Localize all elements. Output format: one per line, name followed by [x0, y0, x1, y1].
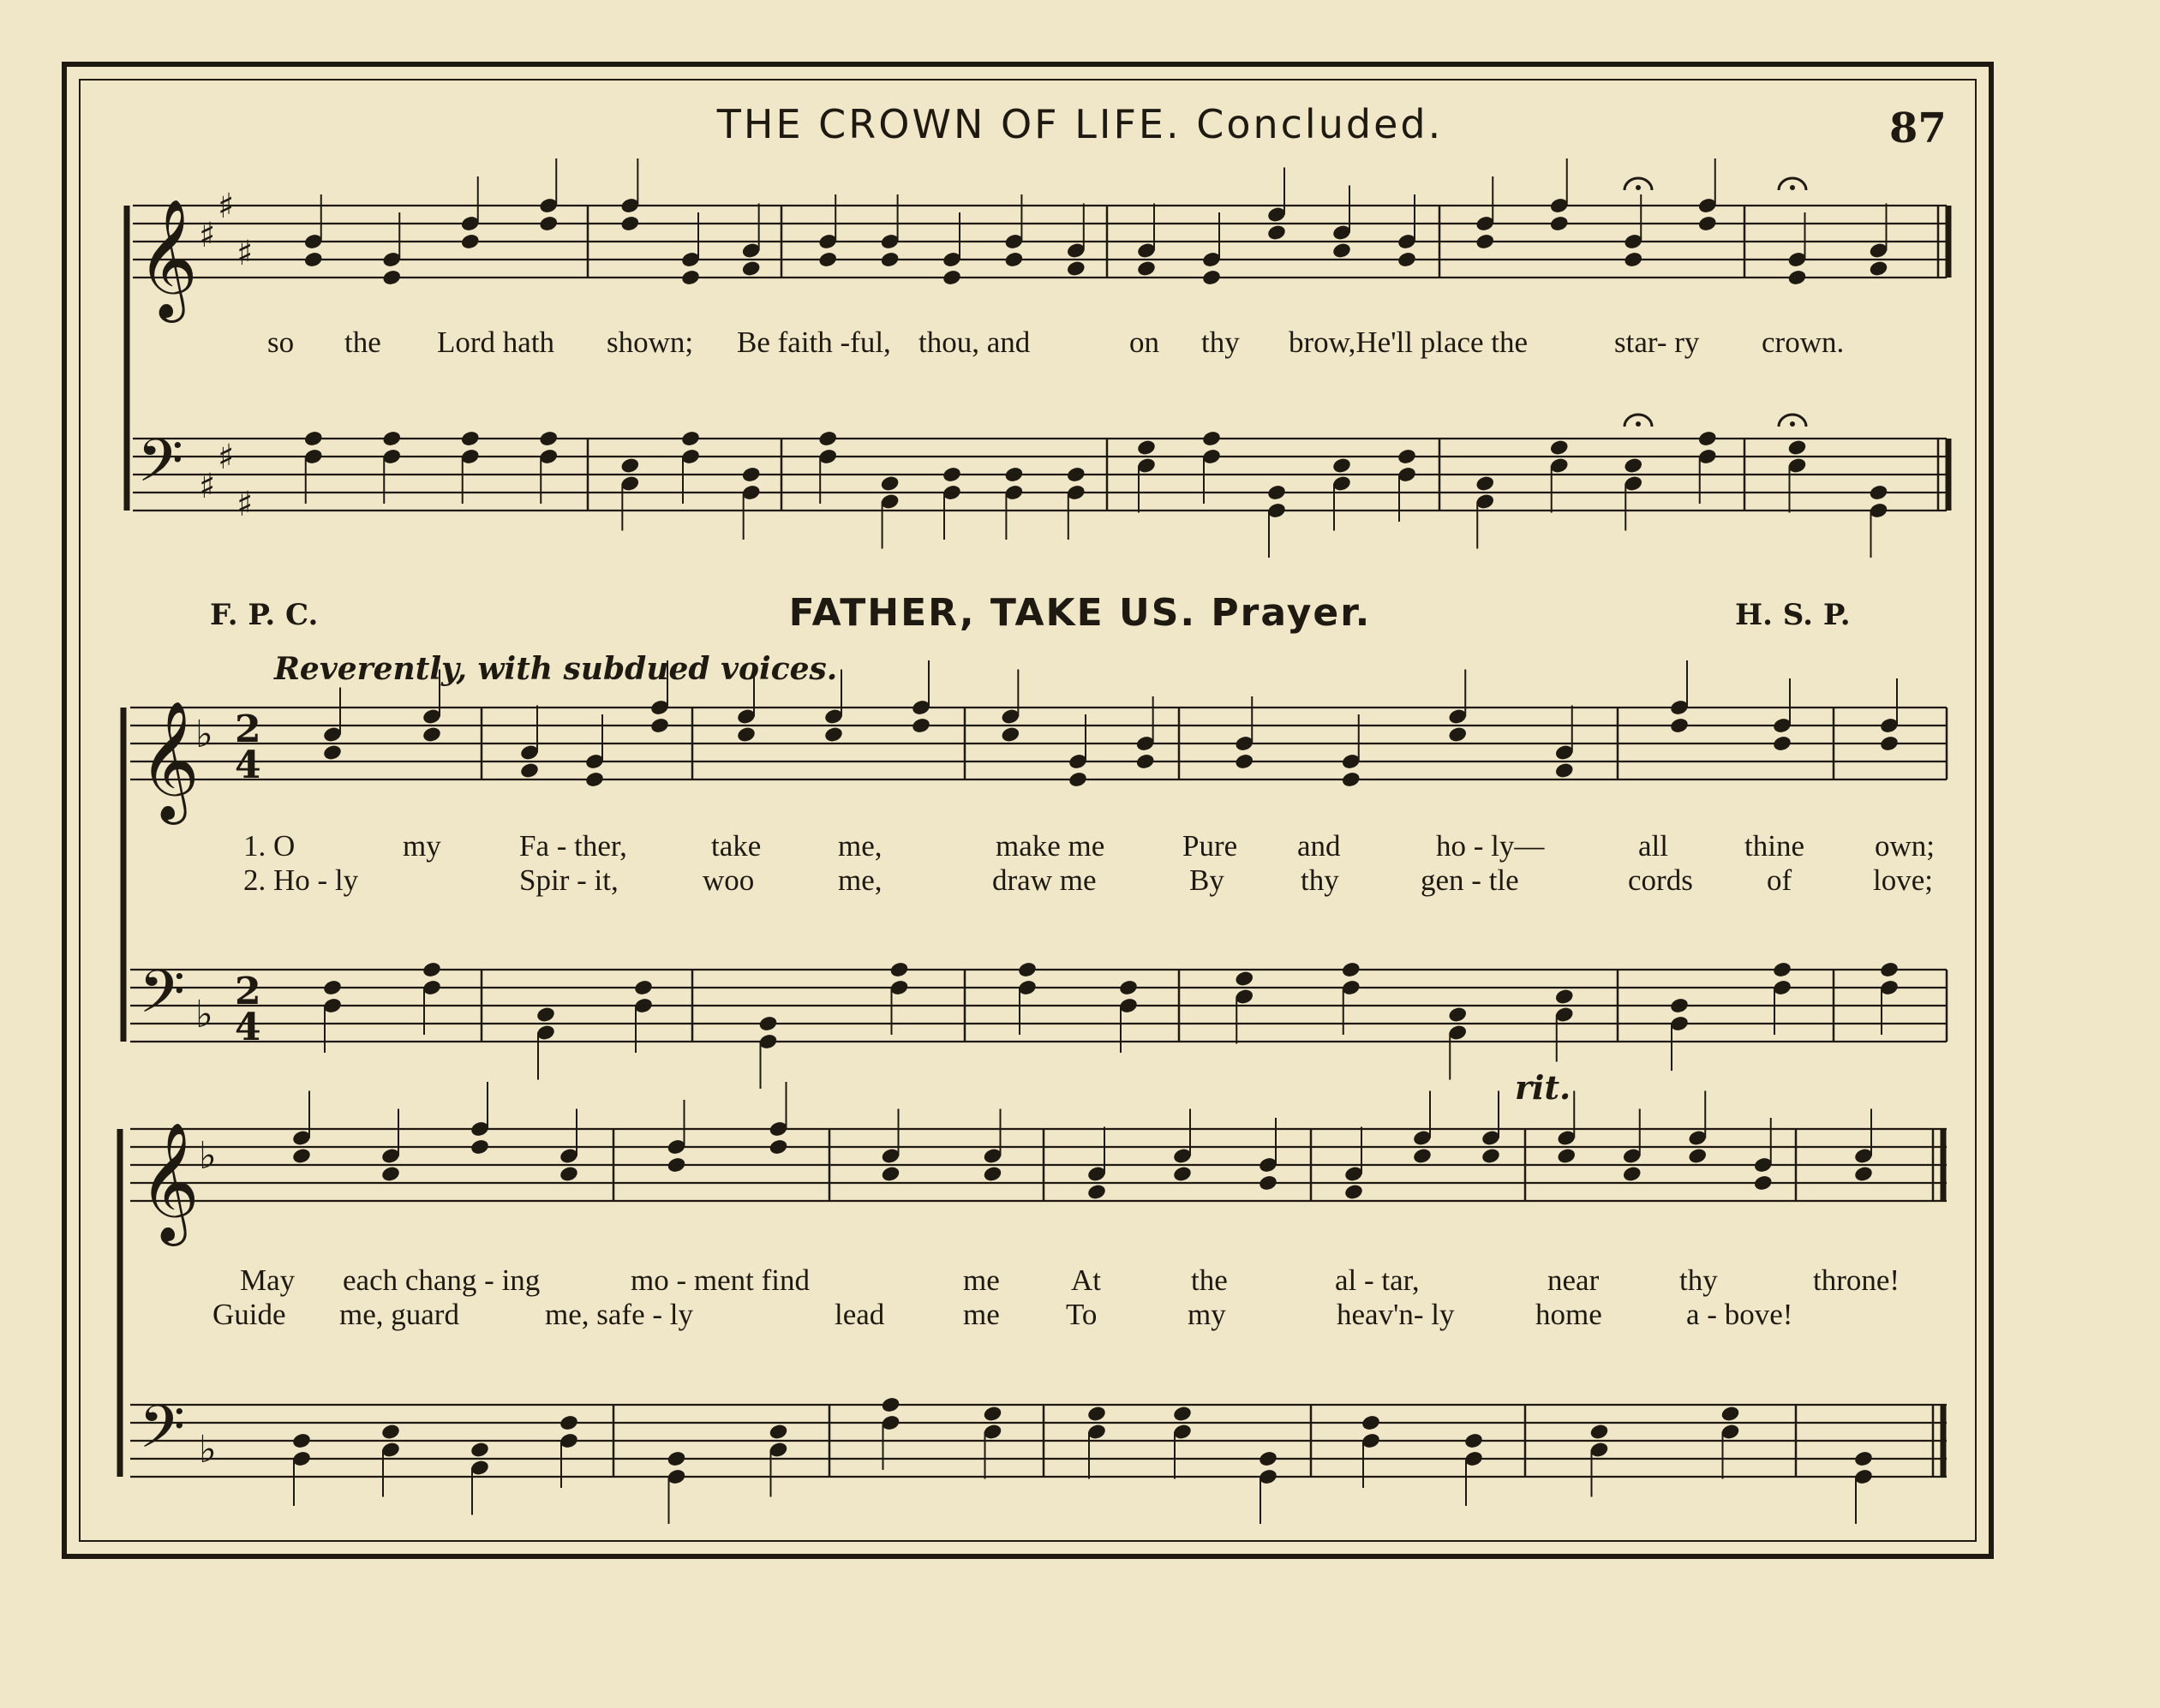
system-1-treble-note — [1397, 251, 1417, 269]
system-3-treble-note — [1687, 1147, 1708, 1165]
system-2-treble-note — [649, 717, 670, 735]
bass-clef-icon: 𝄢 — [139, 1392, 186, 1476]
system-2-bass-note — [1341, 961, 1361, 979]
lyric-word: all — [1638, 829, 1668, 863]
page-title: THE CROWN OF LIFE. Concluded. — [716, 101, 1444, 147]
sharp-icon: ♯ — [199, 215, 216, 255]
system-1-treble-note — [1136, 260, 1157, 278]
lyric-word: me — [963, 1298, 1000, 1331]
flat-icon: ♭ — [195, 993, 213, 1036]
lyric-word: Lord hath — [437, 325, 555, 359]
lyric-word: Guide — [212, 1298, 286, 1331]
treble-clef-icon: 𝄞 — [139, 1122, 200, 1241]
lyric-word: May — [240, 1263, 296, 1297]
tempo-marking: Reverently, with subdued voices. — [274, 651, 838, 687]
lyric-word: me, safe - ly — [545, 1298, 693, 1331]
time-signature-top: 2 — [235, 970, 261, 1013]
lyric-word: heav'n- ly — [1337, 1298, 1455, 1331]
lyric-word: star- ry — [1614, 325, 1700, 359]
system-2-bass-note — [1669, 997, 1690, 1015]
fermata-dot — [1636, 421, 1641, 427]
lyric-word: thine — [1744, 829, 1804, 863]
lyric-word: the — [344, 325, 381, 359]
system-2-bass-note — [1017, 961, 1038, 979]
system-1-bass-note — [817, 430, 838, 448]
system-1-bass-note — [1201, 430, 1222, 448]
lyric-word: lead — [835, 1298, 885, 1331]
system-1-bass-note — [1003, 466, 1024, 484]
system-3-treble-note — [1556, 1147, 1577, 1165]
system-1-treble-note — [942, 269, 962, 287]
system-1-bass-note — [680, 430, 701, 448]
system-3-treble-note — [1258, 1174, 1278, 1192]
system-1-treble-note — [1266, 224, 1287, 242]
system-1-treble-note — [1869, 260, 1889, 278]
hymn-title: FATHER, TAKE US. Prayer. — [788, 591, 1372, 635]
system-2-treble-note — [322, 744, 343, 761]
system-3-bass-note — [667, 1450, 687, 1468]
system-2-bass-note — [1447, 1006, 1468, 1024]
lyric-word: gen - tle — [1421, 863, 1519, 897]
system-1-bass-note — [1869, 484, 1889, 502]
lyric-word: each chang - ing — [343, 1263, 541, 1297]
system-1-treble-note — [1787, 269, 1808, 287]
system-2-treble-note — [1341, 771, 1361, 789]
system-3-bass-note — [983, 1405, 1003, 1423]
ritardando-marking: rit. — [1515, 1068, 1571, 1107]
lyric-word: love; — [1873, 863, 1933, 897]
sharp-icon: ♯ — [218, 186, 235, 226]
system-2-treble-note — [519, 761, 540, 779]
page-number: 87 — [1889, 105, 1947, 152]
system-1-treble-note — [1697, 215, 1718, 233]
system-2-bass-note — [758, 1015, 779, 1033]
system-3-bass-note — [291, 1432, 312, 1450]
system-3-bass-note — [769, 1423, 789, 1441]
treble-clef-icon: 𝄞 — [139, 701, 200, 820]
bass-clef-icon: 𝄢 — [139, 957, 186, 1041]
sharp-icon: ♯ — [236, 484, 254, 524]
system-1-bass-note — [1549, 439, 1570, 457]
system-1-treble-note — [880, 251, 900, 269]
lyric-word: home — [1535, 1298, 1602, 1331]
system-2-bass-note — [1772, 961, 1792, 979]
fermata-dot — [1790, 421, 1795, 427]
lyric-word: my — [1188, 1298, 1226, 1331]
system-3-treble-note — [667, 1156, 687, 1174]
fermata-dot — [1790, 185, 1795, 190]
system-2-treble-note — [1772, 735, 1792, 753]
system-1-bass-note — [1697, 430, 1718, 448]
lyric-word: thy — [1679, 1263, 1718, 1297]
system-1-treble-note — [1066, 260, 1086, 278]
system-3-bass-note — [1361, 1414, 1381, 1432]
system-1-treble-note — [741, 260, 762, 278]
lyric-word: so — [267, 325, 295, 359]
system-1-bass-note — [1475, 475, 1495, 493]
system-1-treble-note — [381, 269, 402, 287]
composer-left: F. P. C. — [210, 598, 319, 632]
system-1-bass-note — [942, 466, 962, 484]
system-2-bass-note — [536, 1006, 556, 1024]
system-3-bass-note — [1463, 1432, 1484, 1450]
lyric-word: of — [1767, 863, 1792, 897]
system-2-treble-note — [1554, 761, 1575, 779]
system-1-bass-note — [538, 430, 559, 448]
system-3-treble-note — [769, 1138, 789, 1156]
flat-icon: ♭ — [195, 713, 213, 756]
system-3-treble-note — [559, 1165, 579, 1183]
lyric-word: crown. — [1762, 325, 1845, 359]
lyric-word: brow,He'll place the — [1289, 325, 1529, 359]
sharp-icon: ♯ — [236, 233, 254, 273]
system-1-bass-note — [381, 430, 402, 448]
lyric-word: 2. Ho - ly — [243, 863, 359, 897]
system-1-bass-note — [619, 457, 640, 475]
system-2-bass-note — [1118, 979, 1139, 997]
system-1-bass-note — [1787, 439, 1808, 457]
system-1-treble-note — [460, 233, 481, 251]
system-2-bass-note — [1234, 970, 1254, 988]
system-1-treble-note — [1475, 233, 1495, 251]
system-1-treble-note — [303, 251, 324, 269]
lyric-word: and — [1297, 829, 1341, 863]
lyric-word: thou, and — [918, 325, 1031, 359]
system-3-bass-note — [1172, 1405, 1193, 1423]
system-1-bass-note — [1331, 457, 1352, 475]
flat-icon: ♭ — [199, 1134, 217, 1178]
sharp-icon: ♯ — [218, 437, 235, 477]
system-3-treble-note — [380, 1165, 401, 1183]
system-3-treble-note — [1086, 1183, 1107, 1201]
lyric-word: my — [403, 829, 441, 863]
lyric-word: thy — [1301, 863, 1339, 897]
system-2-treble-note — [1135, 753, 1156, 771]
lyric-word: Pure — [1182, 829, 1238, 863]
lyric-word: throne! — [1813, 1263, 1900, 1297]
lyric-word: ho - ly— — [1436, 829, 1545, 863]
lyric-word: woo — [703, 863, 755, 897]
system-3-treble-note — [291, 1147, 312, 1165]
flat-icon: ♭ — [199, 1428, 217, 1472]
system-3-bass-note — [881, 1396, 901, 1414]
lyric-word: Be faith -ful, — [737, 325, 891, 359]
system-1-treble-note — [538, 215, 559, 233]
system-2-bass-note — [889, 961, 910, 979]
system-2-treble-note — [1000, 726, 1020, 744]
system-3-treble-note — [983, 1165, 1003, 1183]
system-3-treble-note — [470, 1138, 490, 1156]
lyric-word: me, — [838, 863, 883, 897]
lyric-word: a - bove! — [1686, 1298, 1793, 1331]
system-3-bass-note — [1258, 1450, 1278, 1468]
lyric-word: make me — [996, 829, 1105, 863]
system-3-treble-note — [881, 1165, 901, 1183]
lyric-word: Spir - it, — [519, 863, 619, 897]
lyric-word: shown; — [607, 325, 694, 359]
system-1-treble-note — [619, 215, 640, 233]
time-signature-bottom: 4 — [235, 1006, 261, 1049]
system-1-bass-note — [1623, 457, 1643, 475]
system-3-treble-note — [1481, 1147, 1501, 1165]
system-3-treble-note — [1753, 1174, 1774, 1192]
lyric-word: me, — [838, 829, 883, 863]
system-3-treble-note — [1853, 1165, 1874, 1183]
system-1-treble-note — [680, 269, 701, 287]
system-1-bass-note — [303, 430, 324, 448]
system-1-treble-note — [817, 251, 838, 269]
system-3-treble-note — [1343, 1183, 1364, 1201]
system-1-bass-note — [1066, 466, 1086, 484]
system-1-treble-note — [1331, 242, 1352, 260]
lyric-word: mo - ment find — [631, 1263, 810, 1297]
bass-clef-icon: 𝄢 — [137, 426, 184, 510]
fermata-dot — [1636, 185, 1641, 190]
lyric-word: By — [1189, 863, 1224, 897]
system-3-bass-note — [559, 1414, 579, 1432]
system-2-treble-note — [1447, 726, 1468, 744]
lyric-word: 1. O — [243, 829, 296, 863]
system-3-bass-note — [1589, 1423, 1610, 1441]
lyric-word: thy — [1201, 325, 1240, 359]
lyric-word: draw me — [992, 863, 1097, 897]
system-1-treble-note — [1623, 251, 1643, 269]
system-2-treble-note — [823, 726, 844, 744]
lyric-word: the — [1191, 1263, 1228, 1297]
system-2-bass-note — [322, 979, 343, 997]
composer-right: H. S. P. — [1735, 598, 1851, 632]
system-2-treble-note — [584, 771, 605, 789]
lyric-word: on — [1129, 325, 1159, 359]
lyric-word: me — [963, 1263, 1000, 1297]
time-signature-bottom: 4 — [235, 744, 261, 787]
system-3-bass-note — [1853, 1450, 1874, 1468]
system-2-treble-note — [911, 717, 931, 735]
lyric-word: To — [1066, 1298, 1098, 1331]
system-1-treble-note — [1549, 215, 1570, 233]
lyric-word: al - tar, — [1335, 1263, 1420, 1297]
system-3-bass-note — [470, 1441, 490, 1459]
time-signature-top: 2 — [235, 708, 261, 751]
system-2-bass-note — [422, 961, 442, 979]
system-2-bass-note — [1879, 961, 1900, 979]
sharp-icon: ♯ — [199, 466, 216, 506]
system-1-bass-note — [880, 475, 900, 493]
system-3-treble-note — [1412, 1147, 1433, 1165]
lyric-word: own; — [1875, 829, 1935, 863]
system-3-bass-note — [1086, 1405, 1107, 1423]
system-2-bass-note — [633, 979, 654, 997]
system-3-bass-note — [380, 1423, 401, 1441]
lyric-word: near — [1547, 1263, 1600, 1297]
lyric-word: me, guard — [339, 1298, 459, 1331]
lyric-word: Fa - ther, — [519, 829, 627, 863]
system-3-treble-note — [1622, 1165, 1642, 1183]
system-2-treble-note — [1669, 717, 1690, 735]
system-2-bass-note — [1554, 988, 1575, 1006]
treble-clef-icon: 𝄞 — [137, 199, 198, 318]
lyric-word: cords — [1628, 863, 1693, 897]
system-2-treble-note — [736, 726, 757, 744]
system-2-treble-note — [1234, 753, 1254, 771]
system-2-treble-note — [422, 726, 442, 744]
system-2-treble-note — [1879, 735, 1900, 753]
system-1-bass-note — [741, 466, 762, 484]
system-1-bass-note — [1397, 448, 1417, 466]
system-3-bass-note — [1720, 1405, 1741, 1423]
system-1-treble-note — [1201, 269, 1222, 287]
lyric-word: take — [711, 829, 762, 863]
system-1-bass-note — [460, 430, 481, 448]
system-1-bass-note — [1266, 484, 1287, 502]
system-1-bass-note — [1136, 439, 1157, 457]
system-2-treble-note — [1068, 771, 1088, 789]
system-1-treble-note — [1003, 251, 1024, 269]
lyric-word: At — [1071, 1263, 1101, 1297]
system-3-treble-note — [1172, 1165, 1193, 1183]
